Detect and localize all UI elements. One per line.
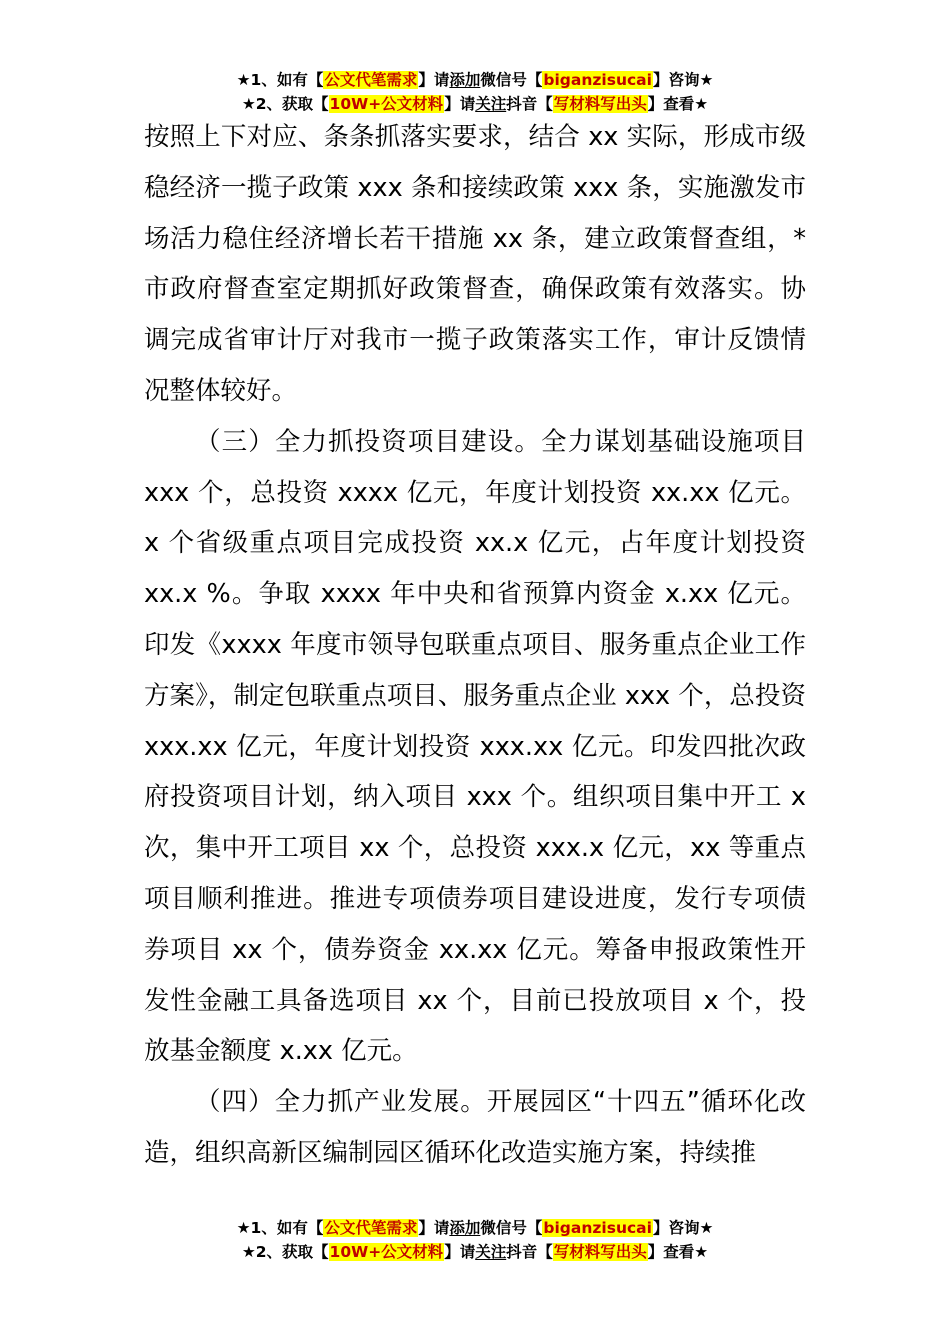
promo-line-2-underlined: 关注 bbox=[475, 95, 507, 113]
footer-line-2-text: 】请 bbox=[444, 1243, 476, 1261]
promo-line-1 bbox=[0, 68, 950, 92]
footer-line-1-text: 】请 bbox=[418, 1219, 450, 1237]
promo-line-1-underlined: 添加 bbox=[449, 71, 481, 89]
footer-line-2-underlined: 关注 bbox=[475, 1243, 507, 1261]
footer-highlight-douyin: 写材料写出头 bbox=[553, 1243, 647, 1261]
promo-line-2-prefix: ★2、获取【 bbox=[241, 95, 329, 113]
footer-highlight-wechat-id: biganzisucai bbox=[543, 1219, 652, 1237]
promo-line-1-text: 】请 bbox=[418, 71, 450, 89]
footer-line-1-underlined: 添加 bbox=[449, 1219, 481, 1237]
promo-highlight-materials: 10W+公文材料 bbox=[329, 95, 444, 113]
footer-line-2-suffix: 】查看★ bbox=[647, 1243, 709, 1261]
promo-highlight-service: 公文代笔需求 bbox=[324, 71, 418, 89]
promo-line-2-text: 】请 bbox=[444, 95, 476, 113]
footer-highlight-service: 公文代笔需求 bbox=[324, 1219, 418, 1237]
header-promo-banner bbox=[0, 68, 950, 116]
promo-line-1-text-2: 微信号【 bbox=[480, 71, 543, 89]
promo-highlight-wechat-id: biganzisucai bbox=[543, 71, 652, 89]
promo-line-1-suffix: 】咨询★ bbox=[652, 71, 714, 89]
paragraph-policy-implementation: 按照上下对应、条条抓落实要求，结合 xx 实际，形成市级稳经济一揽子政策 xxx 条和接续政策 xxx 条，实施激发市场活力稳住经济增长若干措施 xx 条，建立政策督查组，*市政府督查室定期抓好政策督查，确保政策有效落实。协调完成省审计厅对我市一揽子政策落实工作，审计反馈情况整体较好。 bbox=[144, 122, 806, 406]
footer-line-1-suffix: 】咨询★ bbox=[652, 1219, 714, 1237]
footer-line-1-prefix: ★1、如有【 bbox=[236, 1219, 324, 1237]
document-body bbox=[144, 112, 806, 1179]
paragraph-industry-development: （四）全力抓产业发展。开展园区“十四五”循环化改造，组织高新区编制园区循环化改造实施方案，持续推 bbox=[144, 1087, 806, 1168]
footer-promo-banner bbox=[0, 1216, 950, 1264]
promo-line-2-text-2: 抖音【 bbox=[506, 95, 553, 113]
footer-line-2-text-2: 抖音【 bbox=[506, 1243, 553, 1261]
footer-line-2-prefix: ★2、获取【 bbox=[241, 1243, 329, 1261]
promo-line-2-suffix: 】查看★ bbox=[647, 95, 709, 113]
footer-highlight-materials: 10W+公文材料 bbox=[329, 1243, 444, 1261]
promo-line-1-prefix: ★1、如有【 bbox=[236, 71, 324, 89]
promo-highlight-douyin: 写材料写出头 bbox=[553, 95, 647, 113]
paragraph-investment-projects: （三）全力抓投资项目建设。全力谋划基础设施项目 xxx 个，总投资 xxxx 亿元，年度计划投资 xx.xx 亿元。x 个省级重点项目完成投资 xx.x 亿元，占年度计划投资 xx.x %。争取 xxxx 年中央和省预算内资金 x.xx 亿元。印发《xxxx 年度市领导包联重点项目、服务重点企业工作方案》，制定包联重点项目、服务重点企业 xxx 个，总投资 xxx.xx 亿元，年度计划投资 xxx.xx 亿元。印发四批次政府投资项目计划，纳入项目 xxx 个。组织项目集中开工 x 次，集中开工项目 xx 个，总投资 xxx.x 亿元，xx 等重点项目顺利推进。推进专项债券项目建设进度，发行专项债券项目 xx 个，债券资金 xx.xx 亿元。筹备申报政策性开发性金融工具备选项目 xx 个，目前已投放项目 x 个，投放基金额度 x.xx 亿元。 bbox=[144, 426, 806, 1067]
footer-line-1-text-2: 微信号【 bbox=[480, 1219, 543, 1237]
footer-promo-line-2 bbox=[0, 1240, 950, 1264]
footer-promo-line-1 bbox=[0, 1216, 950, 1240]
